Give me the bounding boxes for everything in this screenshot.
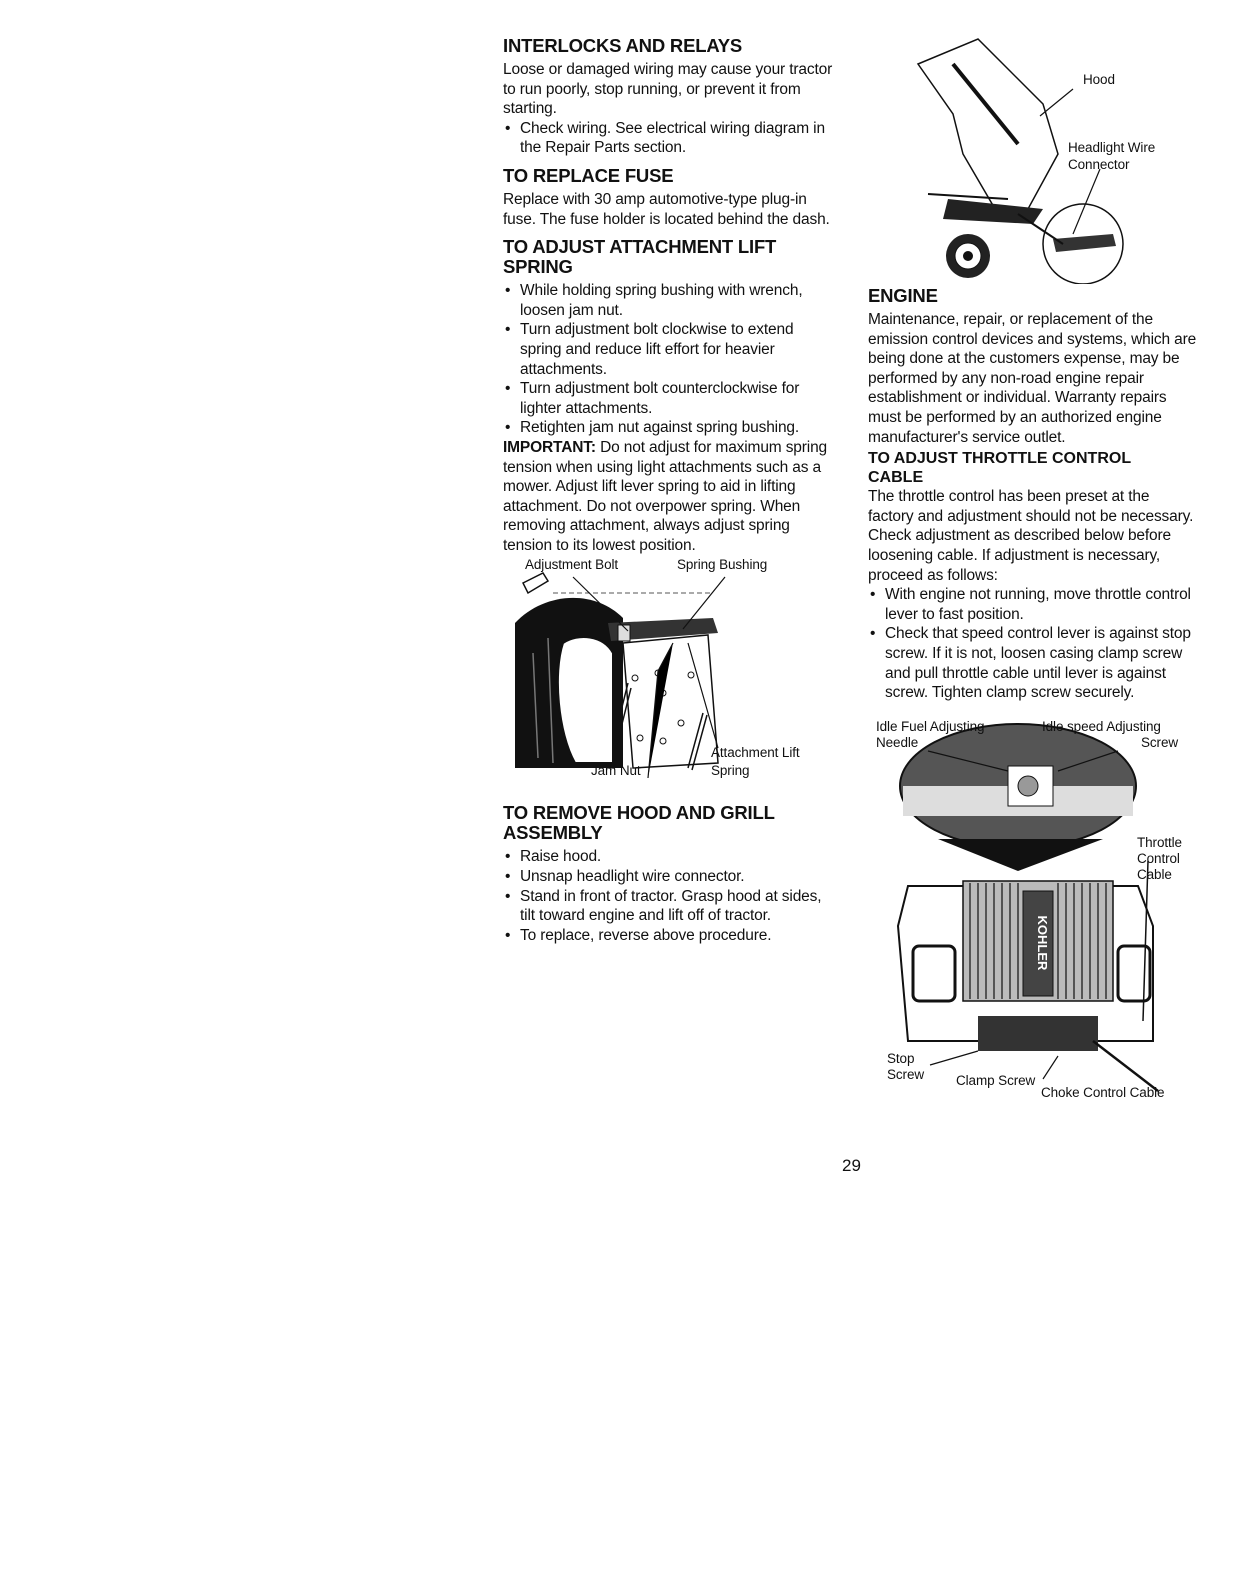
heading-lift-spring: TO ADJUST ATTACHMENT LIFT SPRING	[503, 236, 777, 278]
throttle-body: The throttle control has been preset at the factory and adjustment should not be necessary. Check adjustment as described below before loosening cable. If adjustment is necessary, proceed as follows:	[868, 488, 1194, 584]
label-idle-speed-2: Screw	[1141, 734, 1179, 750]
label-stop-1: Stop	[887, 1050, 915, 1066]
label-idle-speed-1: Idle speed Adjusting	[1042, 718, 1161, 734]
label-jam-nut: Jam Nut	[591, 763, 641, 779]
label-headlight-wire: Headlight Wire	[1068, 140, 1156, 155]
label-idle-fuel-2: Needle	[876, 734, 919, 750]
list-item: • Raise hood.	[503, 847, 838, 867]
list-item: • Stand in front of tractor. Grasp hood at sides, tilt toward engine and lift off of tractor.	[503, 887, 838, 926]
lift-spring-list	[503, 281, 838, 438]
label-throttle-3: Cable	[1137, 866, 1172, 882]
section-lift-spring	[503, 237, 838, 555]
hood-illustration	[868, 34, 1198, 284]
list-item: • Check that speed control lever is against stop screw. If it is not, loosen casing clamp screw and pull throttle cable until lever is against screw. Tighten clamp screw securely.	[868, 624, 1198, 702]
engine-illustration	[868, 711, 1198, 1101]
label-choke-cable: Choke Control Cable	[1041, 1084, 1165, 1100]
interlocks-body: Loose or damaged wiring may cause your tractor to run poorly, stop running, or prevent it from starting.	[503, 61, 833, 118]
important-text: Do not adjust for maximum spring tension when using light attachments such as a mower. Adjust lift lever spring to aid in lifting attachment. Do not overpower spring. When removing attachment, always adjust spring tension to its lowest position.	[503, 438, 828, 554]
label-clamp-screw: Clamp Screw	[956, 1072, 1036, 1088]
label-spring: Spring	[711, 763, 750, 779]
list-item: • Retighten jam nut against spring bushing.	[503, 418, 838, 438]
list-item: • Turn adjustment bolt clockwise to extend spring and reduce lift effort for heavier attachments.	[503, 320, 838, 379]
hood-grill-list	[503, 847, 838, 945]
label-hood: Hood	[1083, 72, 1115, 87]
label-stop-2: Screw	[887, 1066, 925, 1082]
label-adjustment-bolt: Adjustment Bolt	[525, 557, 619, 573]
label-spring-bushing: Spring Bushing	[677, 557, 768, 573]
figure-hood	[868, 34, 1198, 284]
important-note	[503, 438, 838, 556]
left-column	[503, 36, 838, 953]
interlocks-list	[503, 119, 838, 158]
section-interlocks	[503, 36, 838, 158]
lift-spring-illustration	[503, 563, 838, 803]
heading-hood-grill: TO REMOVE HOOD AND GRILL ASSEMBLY	[503, 802, 775, 844]
right-column	[868, 34, 1198, 1101]
list-item: • To replace, reverse above procedure.	[503, 926, 838, 946]
page-number: 29	[842, 1156, 861, 1175]
section-fuse	[503, 166, 838, 229]
list-item: • With engine not running, move throttle control lever to fast position.	[868, 585, 1198, 624]
figure-lift-spring	[503, 557, 838, 803]
throttle-list	[868, 585, 1198, 703]
engine-body: Maintenance, repair, or replacement of the emission control devices and systems, which are being done at the customers expense, may be performed by any non-road engine repair establishment or individual. Warranty repairs must be performed by an authorized engine manufacturer's service outlet.	[868, 311, 1197, 446]
heading-interlocks: INTERLOCKS AND RELAYS	[503, 35, 743, 56]
heading-engine: ENGINE	[868, 285, 938, 306]
list-item: • While holding spring bushing with wrench, loosen jam nut.	[503, 281, 838, 320]
label-idle-fuel-1: Idle Fuel Adjusting	[876, 718, 985, 734]
heading-fuse: TO REPLACE FUSE	[503, 164, 674, 186]
important-label: IMPORTANT:	[503, 438, 596, 456]
section-engine	[868, 286, 1198, 447]
figure-engine	[868, 711, 1198, 1101]
list-item: • Check wiring. See electrical wiring diagram in the Repair Parts section.	[503, 119, 838, 158]
label-connector: Connector	[1068, 157, 1130, 172]
kohler-logo: KOHLER	[1035, 915, 1050, 971]
label-attachment-lift: Attachment Lift	[711, 745, 800, 761]
list-item: • Turn adjustment bolt counterclockwise for lighter attachments.	[503, 379, 838, 418]
list-item: • Unsnap headlight wire connector.	[503, 867, 838, 887]
section-hood-grill	[503, 803, 838, 945]
label-throttle-1: Throttle	[1137, 834, 1182, 850]
section-throttle	[868, 449, 1198, 703]
label-throttle-2: Control	[1137, 850, 1180, 866]
fuse-body: Replace with 30 amp automotive-type plug-in fuse. The fuse holder is located behind the dash.	[503, 190, 830, 228]
heading-throttle: TO ADJUST THROTTLE CONTROL CABLE	[868, 450, 1131, 487]
